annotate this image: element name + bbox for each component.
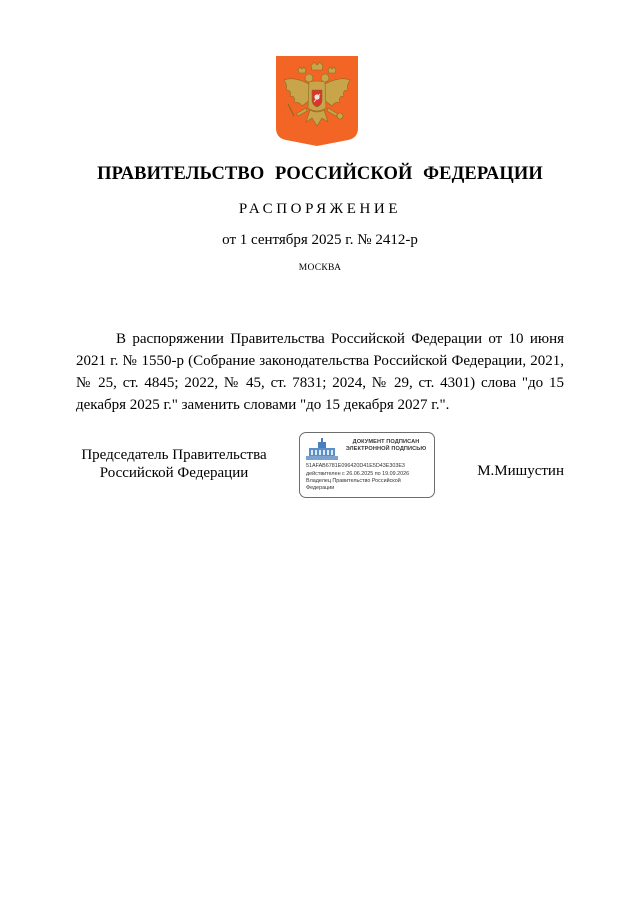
state-emblem-icon (276, 56, 358, 146)
order-text: В распоряжении Правительства Российской Федерации от 10 июня 2021 г. № 1550-р (Собрание законодательства Российской Федерации, 2021, № 25, ст. 4845; 2022, № 45, ст. 7831; 2024, № 29, ст. 4301) слова "до 15 декабря 2025 г." заменить словами "до 15 декабря 2027 г.". (76, 331, 564, 413)
document-city: МОСКВА (298, 263, 342, 273)
document-date-number: от 1 сентября 2025 г. № 2412-р (222, 232, 418, 248)
stamp-validity: действителен с 26.06.2025 по 19.09.2026 (306, 471, 410, 477)
stamp-heading-line1: ДОКУМЕНТ ПОДПИСАН (352, 439, 420, 445)
electronic-signature-stamp (299, 432, 435, 498)
signer-name: М.Мишустин (477, 463, 564, 479)
stamp-certificate: 51AFAB6781E096420D41E5D43E303E3 (306, 463, 405, 469)
signer-position-line2: Российской Федерации (99, 465, 249, 481)
stamp-owner-line1: Владелец Правительство Российской (306, 478, 401, 484)
signer-position (76, 446, 272, 482)
stamp-heading (340, 439, 432, 453)
signer-position-line1: Председатель Правительства (81, 447, 267, 463)
stamp-owner-line2: Федерации (306, 485, 335, 491)
stamp-heading-line2: ЭЛЕКТРОННОЙ ПОДПИСЬЮ (345, 446, 427, 452)
document-type: РАСПОРЯЖЕНИЕ (238, 201, 402, 217)
government-title: ПРАВИТЕЛЬСТВО РОССИЙСКОЙ ФЕДЕРАЦИИ (97, 164, 543, 184)
building-icon (306, 438, 338, 460)
